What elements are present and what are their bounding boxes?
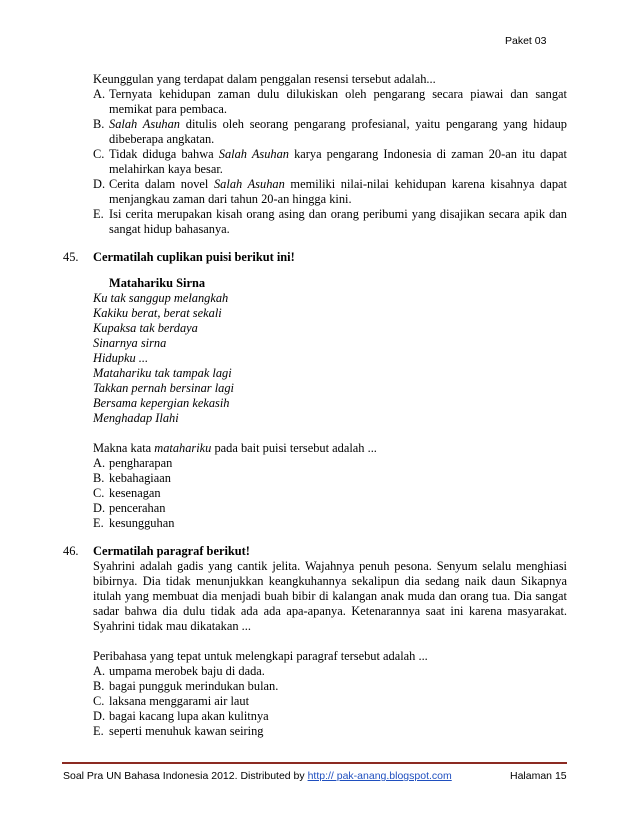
poem-line: Sinarnya sirna (93, 336, 167, 350)
poem-line: Matahariku tak tampak lagi (93, 366, 232, 380)
question-number: 45. (63, 250, 79, 264)
q44-option-a (93, 87, 567, 117)
option-letter: A. (93, 87, 106, 101)
page-content (63, 72, 567, 739)
poem-line: Ku tak sanggup melangkah (93, 291, 229, 305)
q44-option-d (93, 177, 567, 207)
q46-option-b (93, 679, 567, 694)
option-text: Cerita dalam novel Salah Asuhan memiliki nilai-nilai kehidupan karena kisahnya dapat menjangkau zaman dari tahun 20-an hingga kini. (109, 177, 567, 206)
footer-credit (63, 770, 452, 782)
option-letter: B. (93, 679, 105, 693)
question-title: Cermatilah cuplikan puisi berikut ini! (93, 250, 295, 264)
poem-line: Menghadap Ilahi (93, 411, 179, 425)
option-letter: C. (93, 147, 105, 161)
option-letter: A. (93, 456, 106, 470)
option-text: pengharapan (109, 456, 173, 470)
option-letter: B. (93, 471, 105, 485)
poem-line: Kupaksa tak berdaya (93, 321, 198, 335)
footer-link[interactable]: http:// pak-anang.blogspot.com (307, 770, 452, 782)
option-text: umpama merobek baju di dada. (109, 664, 265, 678)
option-letter: B. (93, 117, 105, 131)
book-title: Salah Asuhan (218, 147, 289, 161)
poem-line: Kakiku berat, berat sekali (93, 306, 222, 320)
question-number: 46. (63, 544, 79, 558)
option-letter: E. (93, 516, 104, 530)
poem-line: Bersama kepergian kekasih (93, 396, 230, 410)
q46-heading (63, 544, 567, 559)
option-letter: D. (93, 501, 106, 515)
q45-option-e (93, 516, 567, 531)
option-text: seperti menuhuk kawan seiring (109, 724, 264, 738)
q46-option-a (93, 664, 567, 679)
footer-text: Soal Pra UN Bahasa Indonesia 2012. Distributed by (63, 770, 308, 782)
option-text: pencerahan (109, 501, 166, 515)
option-letter: E. (93, 724, 104, 738)
q45-block (93, 441, 567, 531)
option-letter: D. (93, 177, 106, 191)
q45-option-d (93, 501, 567, 516)
q46-paragraph: Syahrini adalah gadis yang cantik jelita. Wajahnya penuh pesona. Senyum selalu menghiasi bibirnya. Dia tidak menunjukkan keangkuhannya sekalipun dia sedang naik daun Sikapnya itulah yang membuat dia menjadi buah bibir di kalangan anak muda dan orang tua. Dia sangat sadar bahwa dia dulu tidak ada ada apa-apanya. Ketenarannya saat ini karena masyarakat. Syahrini tidak mau dikatakan ... (93, 559, 567, 633)
book-title: Salah Asuhan (109, 117, 180, 131)
option-text: laksana menggarami air laut (109, 694, 250, 708)
option-text: bagai kacang lupa akan kulitnya (109, 709, 269, 723)
option-letter: C. (93, 694, 105, 708)
q45-option-b (93, 471, 567, 486)
option-letter: A. (93, 664, 106, 678)
footer-divider (62, 762, 567, 764)
q45-heading (63, 250, 567, 265)
q45-option-a (93, 456, 567, 471)
q46-option-d (93, 709, 567, 724)
q44-block (93, 72, 567, 237)
option-text: kebahagiaan (109, 471, 171, 485)
question-title: Cermatilah paragraf berikut! (93, 544, 250, 558)
q46-stem: Peribahasa yang tepat untuk melengkapi paragraf tersebut adalah ... (93, 649, 428, 663)
option-text: kesenagan (109, 486, 161, 500)
page-number: Halaman 15 (510, 770, 567, 782)
option-letter: E. (93, 207, 104, 221)
option-text: bagai pungguk merindukan bulan. (109, 679, 279, 693)
option-letter: C. (93, 486, 105, 500)
q44-option-c (93, 147, 567, 177)
page-header-paket: Paket 03 (505, 35, 547, 47)
q44-stem: Keunggulan yang terdapat dalam penggalan resensi tersebut adalah... (93, 72, 436, 86)
poem-line: Takkan pernah bersinar lagi (93, 381, 235, 395)
option-text: Isi cerita merupakan kisah orang asing dan orang peribumi yang disajikan secara apik dan sangat hidup bahasanya. (109, 207, 567, 236)
option-text: Ternyata kehidupan zaman dulu dilukiskan oleh pengarang secara piawai dan sangat memikat para pembaca. (109, 87, 567, 116)
poem (93, 291, 567, 426)
q45-stem: Makna kata matahariku pada bait puisi tersebut adalah ... (93, 441, 377, 455)
q44-option-b (93, 117, 567, 147)
q46-block (93, 559, 567, 739)
poem-line: Hidupku ... (93, 351, 149, 365)
q45-option-c (93, 486, 567, 501)
option-letter: D. (93, 709, 106, 723)
option-text: Salah Asuhan ditulis oleh seorang pengarang profesianal, yaitu pengarang yang hidaup dibeberapa angkatan. (109, 117, 567, 146)
option-text: kesungguhan (109, 516, 175, 530)
key-word: matahariku (154, 441, 212, 455)
poem-title: Matahariku Sirna (109, 276, 206, 290)
option-text: Tidak diduga bahwa Salah Asuhan karya pengarang Indonesia di zaman 20-an itu dapat melahirkan kaya besar. (109, 147, 567, 176)
q44-option-e (93, 207, 567, 237)
q46-option-c (93, 694, 567, 709)
book-title: Salah Asuhan (213, 177, 285, 191)
q46-option-e (93, 724, 567, 739)
